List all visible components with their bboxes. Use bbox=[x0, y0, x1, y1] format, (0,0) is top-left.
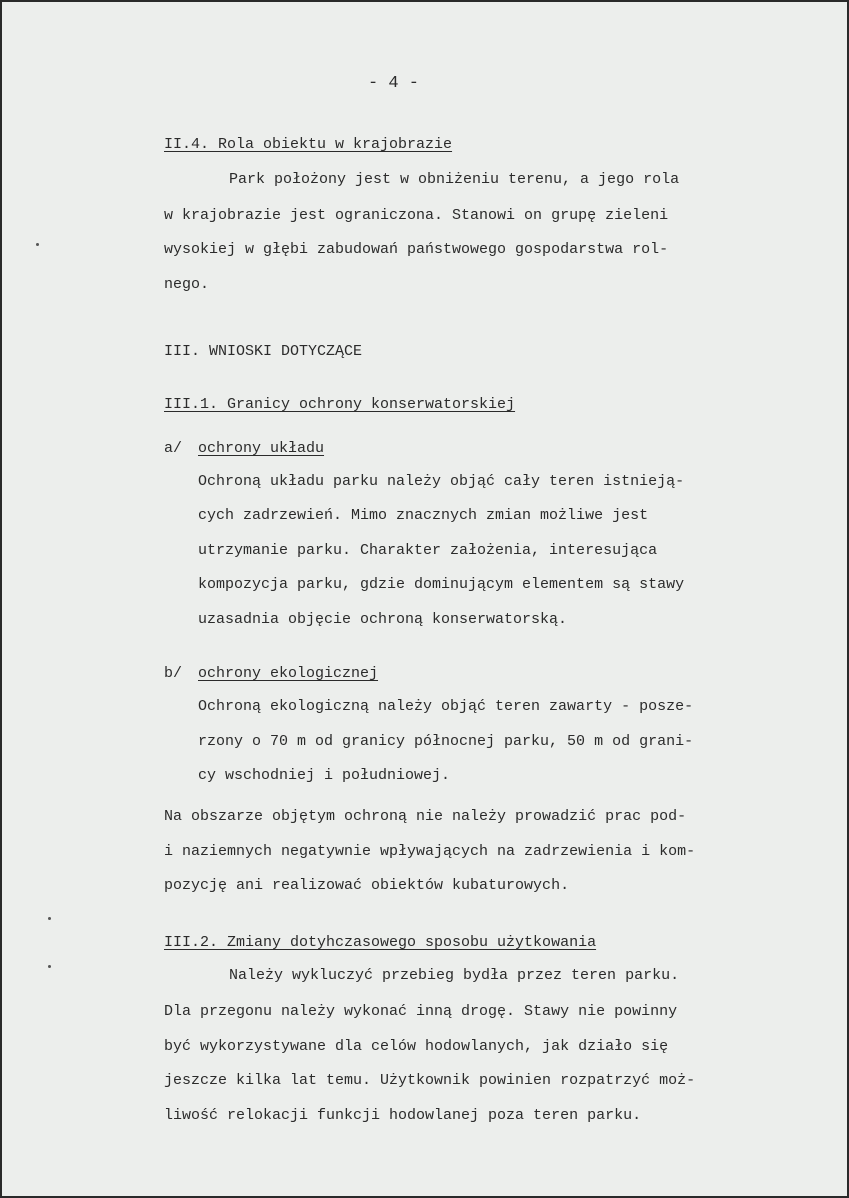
page-number: - 4 - bbox=[368, 74, 420, 93]
paragraph-line: utrzymanie parku. Charakter założenia, interesująca bbox=[198, 542, 658, 559]
margin-speck bbox=[36, 243, 39, 246]
document-page bbox=[2, 2, 847, 1196]
paragraph-line: Ochroną układu parku należy objąć cały teren istnieją- bbox=[198, 473, 685, 490]
item-marker-a: a/ bbox=[164, 440, 183, 457]
paragraph-line: cych zadrzewień. Mimo znacznych zmian możliwe jest bbox=[198, 507, 649, 524]
paragraph-line: wysokiej w głębi zabudowań państwowego gospodarstwa rol- bbox=[164, 241, 669, 258]
heading-iii: III. WNIOSKI DOTYCZĄCE bbox=[164, 343, 363, 360]
paragraph-line: jeszcze kilka lat temu. Użytkownik powinien rozpatrzyć moż- bbox=[164, 1072, 696, 1089]
paragraph-line: Ochroną ekologiczną należy objąć teren zawarty - posze- bbox=[198, 698, 694, 715]
paragraph-line: rzony o 70 m od granicy północnej parku, 50 m od grani- bbox=[198, 733, 694, 750]
paragraph-line: cy wschodniej i południowej. bbox=[198, 767, 451, 784]
heading-iii2: III.2. Zmiany dotyhczasowego sposobu użytkowania bbox=[164, 934, 597, 951]
paragraph-line: nego. bbox=[164, 276, 210, 293]
item-marker-b: b/ bbox=[164, 665, 183, 682]
margin-speck bbox=[48, 965, 51, 968]
paragraph-line: Dla przegonu należy wykonać inną drogę. Stawy nie powinny bbox=[164, 1003, 678, 1020]
paragraph-line: Należy wykluczyć przebieg bydła przez teren parku. bbox=[229, 967, 680, 984]
paragraph-line: być wykorzystywane dla celów hodowlanych, jak działo się bbox=[164, 1038, 669, 1055]
paragraph-line: Park położony jest w obniżeniu terenu, a jego rola bbox=[229, 171, 680, 188]
paragraph-line: uzasadnia objęcie ochroną konserwatorską. bbox=[198, 611, 568, 628]
margin-speck bbox=[48, 917, 51, 920]
paragraph-line: w krajobrazie jest ograniczona. Stanowi on grupę zieleni bbox=[164, 207, 669, 224]
heading-ii4: II.4. Rola obiektu w krajobrazie bbox=[164, 136, 453, 153]
item-title-b: ochrony ekologicznej bbox=[198, 665, 379, 682]
paragraph-line: i naziemnych negatywnie wpływających na zadrzewienia i kom- bbox=[164, 843, 696, 860]
item-title-a: ochrony układu bbox=[198, 440, 325, 457]
paragraph-line: pozycję ani realizować obiektów kubaturowych. bbox=[164, 877, 570, 894]
paragraph-line: Na obszarze objętym ochroną nie należy prowadzić prac pod- bbox=[164, 808, 687, 825]
paragraph-line: kompozycja parku, gdzie dominującym elementem są stawy bbox=[198, 576, 685, 593]
paragraph-line: liwość relokacji funkcji hodowlanej poza teren parku. bbox=[164, 1107, 642, 1124]
heading-iii1: III.1. Granicy ochrony konserwatorskiej bbox=[164, 396, 516, 413]
